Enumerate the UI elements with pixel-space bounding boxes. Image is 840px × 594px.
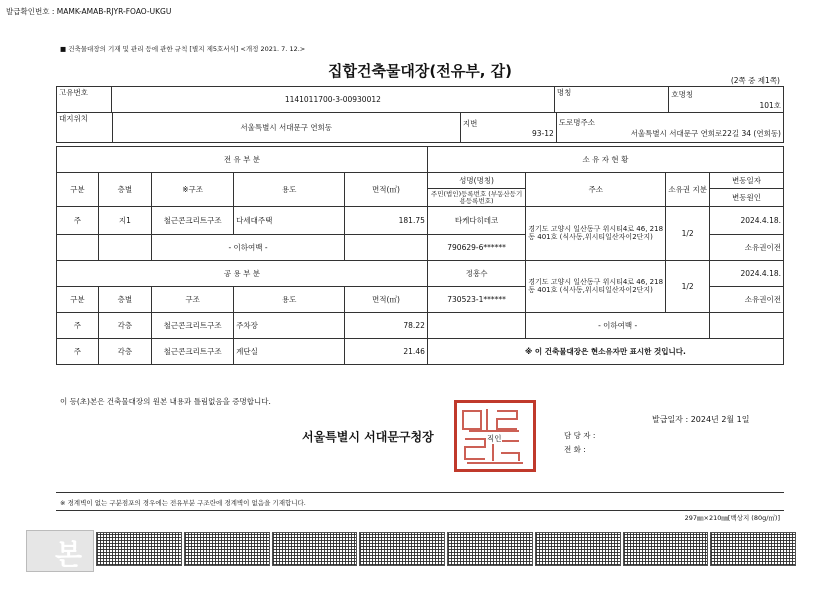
common2-area: 21.46 [345, 339, 428, 365]
issuing-office: 서울특별시 서대문구청장 [302, 430, 434, 444]
exclusive-section-title: 전 유 부 분 [57, 147, 428, 173]
road-cell [556, 113, 783, 143]
barcode-block [623, 532, 709, 566]
lot-cell [460, 113, 556, 143]
original-stamp [26, 530, 94, 572]
col-owner-addr: 주소 [526, 173, 666, 207]
barcode-strip [96, 532, 796, 566]
unique-value: 1141011700-3-00930012 [111, 87, 554, 113]
exclusive-kind: 주 [57, 207, 99, 235]
barcode-block [96, 532, 182, 566]
lot-label: 지번 [462, 118, 478, 128]
ho-label: 호명칭 [671, 89, 694, 99]
exclusive-floor: 지1 [98, 207, 151, 235]
common2-use: 계단실 [234, 339, 345, 365]
exclusive-area: 181.75 [345, 207, 428, 235]
owner-section-title: 소 유 자 현 황 [427, 147, 783, 173]
col-kind: 구분 [57, 173, 99, 207]
issue-date: 발급일자 : 2024년 2월 1일 [652, 415, 750, 424]
common-col-floor: 층별 [98, 287, 151, 313]
common2-structure: 철근콘크리트구조 [152, 339, 234, 365]
owner2-share: 1/2 [666, 261, 710, 313]
exclusive-use: 다세대주택 [234, 207, 345, 235]
col-use: 용도 [234, 173, 345, 207]
paper-spec: 297㎜×210㎜[백상지 (80g/㎡)] [684, 514, 780, 522]
col-owner-id: 주민(법인)등록번호 (부동산등기용등록번호) [427, 189, 525, 207]
col-owner-share: 소유권 지분 [666, 173, 710, 207]
owner1-id: 790629-6****** [427, 235, 525, 261]
owner2-cause: 소유권이전 [710, 287, 784, 313]
col-area: 면적(㎡) [345, 173, 428, 207]
common2-kind: 주 [57, 339, 99, 365]
owner-blank: - 이하여백 - [526, 313, 710, 339]
col-owner-name: 성명(명칭) [427, 173, 525, 189]
owner1-share: 1/2 [666, 207, 710, 261]
owner-note: ※ 이 건축물대장은 현소유자만 표시한 것입니다. [427, 339, 783, 365]
exclusive-structure: 철근콘크리트구조 [152, 207, 234, 235]
owner1-name: 타케다히데코 [427, 207, 525, 235]
owner1-date: 2024.4.18. [710, 207, 784, 235]
ho-name-cell [669, 87, 784, 113]
col-change-date: 변동일자 [710, 173, 784, 189]
phone-label: 전 화 : [564, 445, 586, 454]
footnote: ※ 경계벽이 없는 구분점포의 경우에는 전유부분 구조란에 경계벽이 없음을 기재합니다. [60, 499, 306, 507]
common-col-use: 용도 [234, 287, 345, 313]
footer-rule-2 [56, 510, 784, 511]
col-floor: 층별 [98, 173, 151, 207]
road-value: 서울특별시 서대문구 연희로22길 34 (연희동) [630, 128, 781, 138]
staff-label: 담 당 자 : [564, 431, 596, 440]
road-label: 도로명주소 [558, 117, 596, 127]
common-col-area: 면적(㎡) [345, 287, 428, 313]
rule-note: ■ 건축물대장의 기재 및 관리 등에 관한 규칙 [별지 제5호서식] <개정 2021. 7. 12.> [60, 45, 306, 53]
col-structure: ※구조 [152, 173, 234, 207]
exclusive-blank [152, 235, 345, 261]
exclusive-blank-text: - 이하여백 - [228, 243, 268, 252]
page-info: (2쪽 중 제1쪽) [730, 76, 780, 85]
confirm-label: 발급확인번호 : [6, 7, 55, 16]
site-label: 대지위치 [57, 113, 113, 143]
document-title: 집합건축물대장(전유부, 갑) [327, 62, 513, 80]
site-table [56, 112, 784, 143]
common1-area: 78.22 [345, 313, 428, 339]
common1-structure: 철근콘크리트구조 [152, 313, 234, 339]
site-value: 서울특별시 서대문구 연희동 [112, 113, 460, 143]
common2-floor: 각층 [98, 339, 151, 365]
owner2-date: 2024.4.18. [710, 261, 784, 287]
stamp-char: 본 [55, 538, 83, 571]
certify-text: 이 등(초)본은 건축물대장의 원본 내용과 틀림없음을 증명합니다. [60, 397, 271, 406]
barcode-block [359, 532, 445, 566]
barcode-block [710, 532, 796, 566]
lot-value: 93-12 [532, 128, 554, 138]
confirm-code: MAMK-AMAB-RJYR-FOAO-UKGU [56, 7, 172, 16]
building-name-label: 명칭 [554, 87, 669, 113]
common1-floor: 각층 [98, 313, 151, 339]
common-col-kind: 구분 [57, 287, 99, 313]
seal-mark: 직인 [487, 434, 502, 443]
ho-value: 101호 [759, 100, 781, 110]
barcode-block [447, 532, 533, 566]
owner2-id: 730523-1****** [427, 287, 525, 313]
official-seal [454, 400, 536, 472]
barcode-block [272, 532, 358, 566]
unique-label: 고유번호 [57, 87, 112, 113]
footer-rule [56, 492, 784, 493]
head-info-table [56, 86, 784, 113]
col-change-cause: 변동원인 [710, 189, 784, 207]
common-col-structure: 구조 [152, 287, 234, 313]
confirm-number [6, 6, 171, 17]
owner2-address: 경기도 고양시 일산동구 위시티4로 46, 218동 401호 (식사동,위시티일산자이2단지) [526, 261, 666, 313]
common1-use: 주차장 [234, 313, 345, 339]
common1-kind: 주 [57, 313, 99, 339]
owner2-name: 정흥수 [427, 261, 525, 287]
common-section-title: 공 용 부 분 [57, 261, 428, 287]
owner1-cause: 소유권이전 [710, 235, 784, 261]
barcode-block [535, 532, 621, 566]
barcode-block [184, 532, 270, 566]
register-table [56, 146, 784, 365]
owner1-address: 경기도 고양시 일산동구 위시티4로 46, 218동 401호 (식사동,위시티일산자이2단지) [526, 207, 666, 261]
